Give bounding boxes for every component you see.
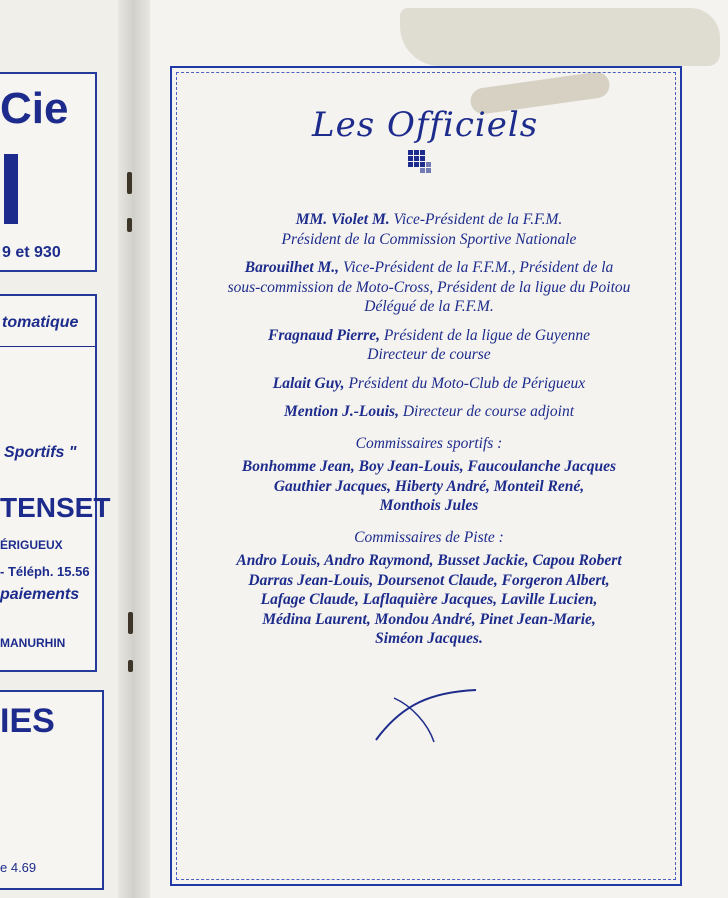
ad4-footer: e 4.69 bbox=[0, 860, 37, 875]
official-entry bbox=[196, 258, 662, 317]
name-line: Monthois Jules bbox=[379, 497, 479, 514]
ad1-phone: 9 et 930 bbox=[2, 244, 61, 261]
name-line: Bonhomme Jean, Boy Jean-Louis, Faucoulanche Jacques bbox=[241, 458, 617, 475]
ad3-phone: - Téléph. 15.56 bbox=[0, 564, 90, 579]
official-name: Mention J.-Louis, bbox=[283, 403, 399, 420]
left-ad-3 bbox=[0, 690, 104, 890]
ad3-tagline: Sportifs " bbox=[4, 444, 77, 461]
name-line: Lafage Claude, Laflaquière Jacques, Laville Lucien, bbox=[260, 591, 598, 608]
ad2-text: tomatique bbox=[2, 314, 79, 331]
name-line: Gauthier Jacques, Hiberty André, Monteil René, bbox=[273, 477, 585, 495]
name-line: Siméon Jacques. bbox=[375, 630, 483, 647]
official-role: Président du Moto-Club de Périgueux bbox=[344, 374, 586, 392]
official-role: Président de la ligue de Guyenne bbox=[379, 326, 590, 344]
official-entry bbox=[196, 210, 662, 249]
track-commissioners-list bbox=[196, 551, 662, 649]
name-line: Darras Jean-Louis, Doursenot Claude, Forgeron Albert, bbox=[248, 571, 610, 589]
staple bbox=[128, 660, 133, 672]
swoosh-ornament-icon bbox=[372, 684, 482, 744]
ad1-company: Cie bbox=[0, 84, 69, 133]
official-role: Vice-Président de la F.F.M. bbox=[389, 211, 563, 228]
page-title: Les Officiels bbox=[312, 105, 539, 145]
left-ad-2 bbox=[0, 294, 111, 672]
ad1-bar bbox=[4, 154, 18, 224]
ad3-city: ÉRIGUEUX bbox=[0, 538, 63, 552]
official-role: Directeur de course adjoint bbox=[398, 403, 575, 420]
official-name: Fragnaud Pierre, bbox=[267, 326, 380, 344]
official-role: Président de la Commission Sportive Nationale bbox=[281, 230, 577, 248]
checkered-logo-icon bbox=[408, 150, 432, 174]
official-name: MM. Violet M. bbox=[295, 211, 390, 228]
ad2-divider bbox=[0, 346, 95, 347]
ad3-make: MANURHIN bbox=[0, 636, 66, 650]
sports-commissioners-list bbox=[196, 457, 662, 516]
official-role: Vice-Président de la F.F.M., Président de la bbox=[339, 259, 614, 276]
official-name: Barouilhet M., bbox=[244, 259, 340, 276]
staple bbox=[127, 218, 132, 232]
name-line: Andro Louis, Andro Raymond, Busset Jackie, Capou Robert bbox=[236, 552, 622, 569]
officials-list bbox=[196, 210, 662, 657]
sports-commissioners-heading: Commissaires sportifs : bbox=[355, 434, 503, 452]
official-entry bbox=[196, 374, 662, 394]
track-commissioners-heading: Commissaires de Piste : bbox=[354, 528, 504, 546]
official-role: sous-commission de Moto-Cross, Président de la ligue du Poitou bbox=[227, 278, 631, 296]
official-entry bbox=[196, 402, 662, 422]
left-ad-1 bbox=[0, 72, 97, 272]
paper-damage bbox=[400, 8, 720, 66]
official-entry bbox=[196, 326, 662, 365]
ad3-payment: paiements bbox=[0, 586, 80, 603]
staple bbox=[127, 172, 132, 194]
official-name: Lalait Guy, bbox=[272, 374, 345, 392]
ad3-brand: TENSET bbox=[0, 492, 111, 523]
official-role: Directeur de course bbox=[367, 346, 491, 363]
official-role: Délégué de la F.F.M. bbox=[364, 298, 494, 315]
name-line: Médina Laurent, Mondou André, Pinet Jean-Marie, bbox=[262, 610, 596, 628]
staple bbox=[128, 612, 133, 634]
ad4-brand: IES bbox=[0, 702, 55, 740]
